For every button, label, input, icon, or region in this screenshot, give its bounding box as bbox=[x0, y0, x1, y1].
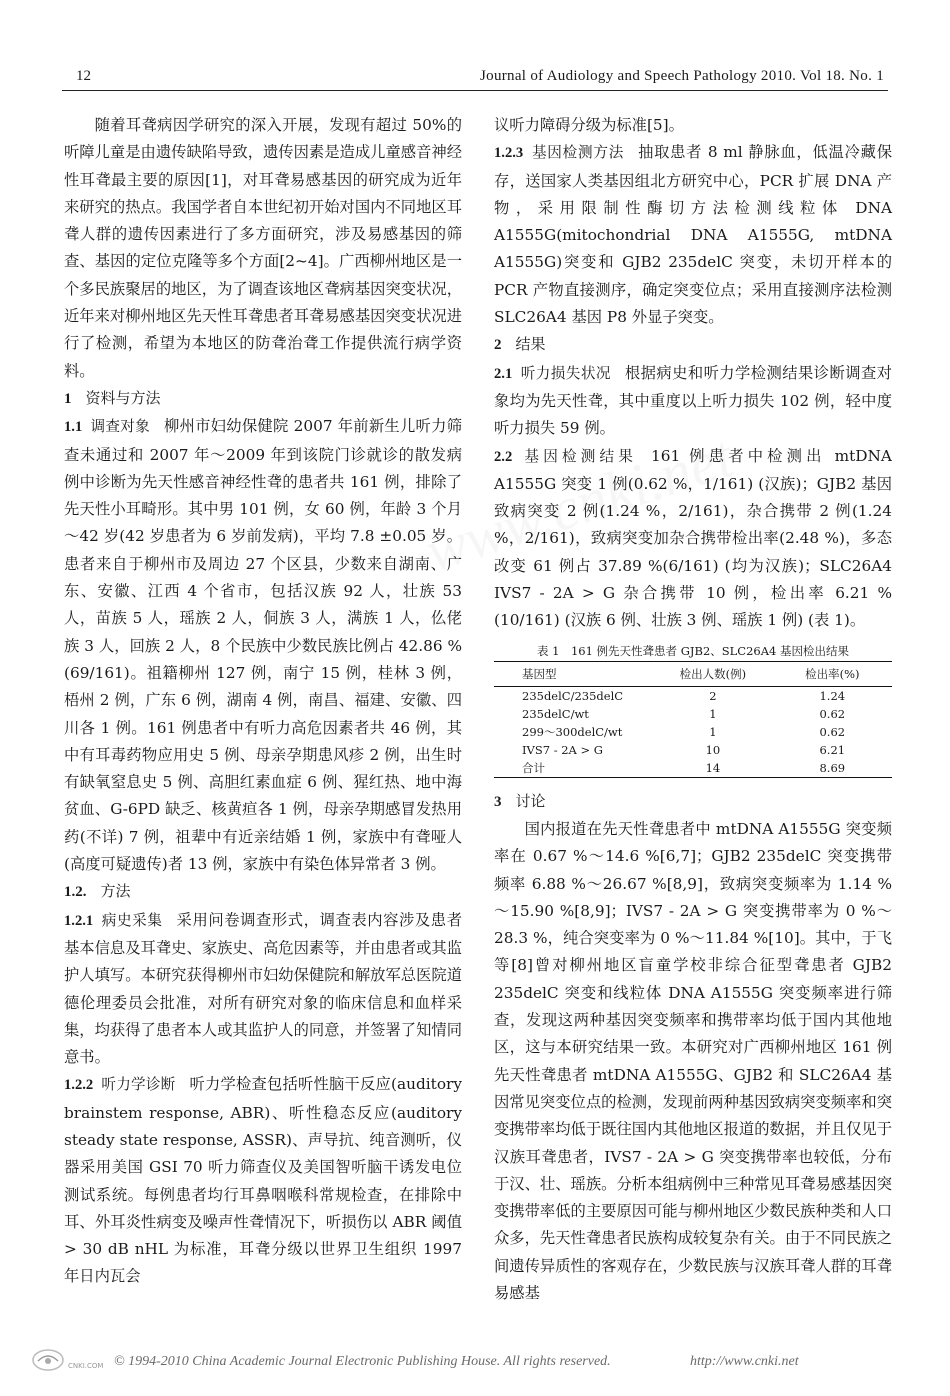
gene-test-paragraph: 1.2.3 基因检测方法 抽取患者 8 ml 静脉血，低温冷藏保存，送国家人类基因组北方研究中心，PCR 扩展 DNA 产物，采用限制性酶切方法检测线粒体 DNA A1555G(mitochondrial DNA A1555G, mtDNA A1555G)突变和 GJB2 235delC 突变，未切开样本的 PCR 产物直接测序，确定突变位点；采用直接测序法检测 SLC26A4 基因 P8 外显子突变。 bbox=[494, 143, 892, 327]
section-heading-discussion: 3 讨论 bbox=[494, 791, 546, 810]
table-cell: 0.62 bbox=[819, 724, 846, 739]
discussion-paragraph: 国内报道在先天性聋患者中 mtDNA A1555G 突变频率在 0.67 %～14.6 %[6,7]；GJB2 235delC 突变携带频率 6.88 %～26.67 %[8,9]，致病突变频率为 1.14 %～15.90 %[8,9]；IVS7 - 2A > G 突变携带率为 0 %～28.3 %，纯合突变率为 0 %～11.84 %[10]。其中，于飞等[8]曾对柳州地区盲童学校非综合征型聋患者 GJB2 235delC 突变和线粒体 DNA A1555G 突变频率进行筛查，发现这两种基因突变频率和携带率均低于国内其他地区，这与本研究结果一致。本研究对广西柳州地区 161 例先天性聋患者 mtDNA A1555G、GJB2 和 SLC26A4 基因常见突变位点的检测，发现前两种基因致病突变频率和突变携带率均低于既往国内其他地区报道的数据，并且仅见于汉族耳聋患者，IVS7 - 2A > G 突变携带率也较低，分布于汉、壮、瑶族。分析本组病例中三种常见耳聋易感基因突变携带率低的主要原因可能与柳州地区少数民族种类和人口众多，先天性聋患者民族构成较复杂有关。由于不同民族之间遗传异质性的客观存在，少数民族与汉族耳聋人群的耳聋易感基 bbox=[494, 819, 892, 1302]
table-cell: 1.24 bbox=[819, 688, 846, 703]
section-heading-methods: 1 资料与方法 bbox=[64, 388, 161, 407]
table-row bbox=[494, 741, 892, 759]
subsection-heading: 2.2 基因检测结果 bbox=[494, 447, 638, 465]
table-cell: 2 bbox=[709, 688, 717, 703]
table-cell: 14 bbox=[705, 760, 721, 775]
audiology-paragraph: 1.2.2 听力学诊断 听力学检查包括听性脑干反应(auditory brainstem response, ABR)、听性稳态反应(auditory steady state response, ASSR)、声导抗、纯音测听，仪器采用美国 GSI 70 听力筛查仪及美国智听脑干诱发电位测试系统。每例患者均行耳鼻咽喉科常规检查，在排除中耳、外耳炎性病变及噪声性聋情况下，听损伤以 ABR 阈值 > 30 dB nHL 为标准，耳聋分级以世界卫生组织 1997 年日内瓦会 bbox=[64, 1075, 462, 1286]
subsection-heading: 2.1 听力损失状况 bbox=[494, 364, 611, 382]
history-paragraph: 1.2.1 病史采集 采用问卷调查形式，调查表内容涉及患者基本信息及耳聋史、家族史、高危因素等，并由患者或其监护人填写。本研究获得柳州市妇幼保健院和解放军总医院道德伦理委员会批准，对所有研究对象的临床信息和血样采集，均获得了患者本人或其监护人的同意，并签署了知情同意书。 bbox=[64, 910, 462, 1067]
table-cell: 1 bbox=[709, 706, 717, 721]
footer-link[interactable]: http://www.cnki.net bbox=[690, 1354, 799, 1369]
results-table bbox=[494, 661, 892, 778]
table-cell: 235delC/235delC bbox=[522, 688, 624, 703]
running-header bbox=[62, 66, 888, 91]
subsection-heading-method: 1.2. 方法 bbox=[64, 882, 131, 901]
page-footer bbox=[30, 1346, 920, 1380]
table-cell: IVS7 - 2A > G bbox=[522, 742, 603, 757]
table-caption: 表 1 161 例先天性聋患者 GJB2、SLC26A4 基因检出结果 bbox=[536, 643, 850, 658]
table-cell: 0.62 bbox=[819, 706, 846, 721]
table-cell: 235delC/wt bbox=[522, 706, 589, 721]
table-cell: 8.69 bbox=[819, 760, 846, 775]
right-column bbox=[494, 112, 892, 1307]
table-header-row bbox=[494, 661, 892, 686]
results-table-block bbox=[494, 641, 892, 778]
column-header: 检出人数(例) bbox=[679, 666, 747, 681]
table-cell: 6.21 bbox=[819, 742, 846, 757]
intro-paragraph: 随着耳聋病因学研究的深入开展，发现有超过 50%的听障儿童是由遗传缺陷导致，遗传因素是造成儿童感音神经性耳聋最主要的原因[1]，对耳聋易感基因的研究成为近年来研究的热点。我国学者自本世纪初开始对国内不同地区耳聋人群的遗传因素进行了多方面研究，涉及易感基因的筛查、基因的定位克隆等多个方面[2~4]。广西柳州地区是一个多民族聚居的地区，为了调查该地区聋病基因突变状况，近年来对柳州地区先天性耳聋患者耳聋易感基因突变状况进行了检测，希望为本地区的防聋治聋工作提供流行病学资料。 bbox=[64, 116, 462, 380]
table-cell: 1 bbox=[709, 724, 717, 739]
table-cell: 10 bbox=[705, 742, 721, 757]
left-column bbox=[64, 112, 462, 1291]
subsection-heading: 1.1 调查对象 bbox=[64, 418, 150, 436]
subject-paragraph: 1.1 调查对象 柳州市妇幼保健院 2007 年前新生儿听力筛查未通过和 2007 年～2009 年到该院门诊就诊的散发病例中诊断为先天性感音神经性聋的患者共 161 例，排除了先天性小耳畸形。其中男 101 例，女 60 例，年龄 3 个月～42 岁(42 岁患者为 6 岁前发病)，平均 7.8 ±0.05 岁。患者来自于柳州市及周边 27 个区县，少数来自湖南、广东、安徽、江西 4 个省市，包括汉族 92 人，壮族 53 人，苗族 5 人，瑶族 2 人，侗族 3 人，满族 1 人，仫佬族 3 人，回族 2 人，8 个民族中少数民族比例占 42.86 %(69/161)。祖籍柳州 127 例，南宁 15 例，桂林 3 例，梧州 2 例，广东 6 例，湖南 4 例，南昌、福建、安徽、四川各 1 例。161 例患者中有听力高危因素者共 46 例，其中有耳毒药物应用史 5 例、母亲孕期患风疹 2 例，出生时有缺氧窒息史 5 例、高胆红素血症 6 例、猩红热、地中海贫血、G-6PD 缺乏、核黄疸各 1 例，母亲孕期感冒发热用药(不详) 7 例，祖辈中有近亲结婚 1 例，家族中有聋哑人(高度可疑遗传)者 13 例，家族中有染色体异常者 3 例。 bbox=[64, 417, 462, 874]
subsection-heading: 1.2.3 基因检测方法 bbox=[494, 144, 625, 162]
journal-citation: Journal of Audiology and Speech Pathology 2010. Vol 18. No. 1 bbox=[480, 68, 884, 84]
table-cell: 合计 bbox=[522, 760, 545, 775]
gene-results-paragraph: 2.2 基因检测结果 161 例患者中检测出 mtDNA A1555G 突变 1 例(0.62 %，1/161) (汉族)；GJB2 基因致病突变 2 例(1.24 %，2/161)，杂合携带 2 例(1.24 %，2/161)，致病突变加杂合携带检出率(2.48 %)，多态改变 61 例占 37.89 %(6/161) (均为汉族)；SLC26A4 IVS7 - 2A > G 杂合携带 10 例，检出率 6.21 %(10/161) (汉族 6 例、壮族 3 例、瑶族 1 例) (表 1)。 bbox=[494, 446, 892, 630]
table-row bbox=[494, 686, 892, 705]
subsection-heading: 1.2.1 病史采集 bbox=[64, 911, 163, 929]
column-header: 检出率(%) bbox=[805, 666, 860, 681]
subsection-heading: 1.2.2 听力学诊断 bbox=[64, 1076, 176, 1094]
table-row bbox=[494, 723, 892, 741]
table-row bbox=[494, 759, 892, 778]
table-cell: 299～300delC/wt bbox=[522, 724, 623, 739]
cnki-logo-icon bbox=[30, 1348, 66, 1374]
page-number: 12 bbox=[76, 68, 91, 84]
hearing-loss-paragraph: 2.1 听力损失状况 根据病史和听力学检测结果诊断调查对象均为先天性聋，其中重度以上听力损失 102 例，轻中度听力损失 59 例。 bbox=[494, 363, 892, 438]
continued-paragraph: 议听力障碍分级为标准[5]。 bbox=[494, 116, 684, 134]
copyright-text: © 1994-2010 China Academic Journal Electronic Publishing House. All rights reserved. bbox=[114, 1354, 611, 1369]
section-heading-results: 2 结果 bbox=[494, 335, 546, 354]
logo-text: CNKI.COM bbox=[68, 1362, 104, 1370]
column-header: 基因型 bbox=[522, 666, 557, 681]
table-row bbox=[494, 705, 892, 723]
